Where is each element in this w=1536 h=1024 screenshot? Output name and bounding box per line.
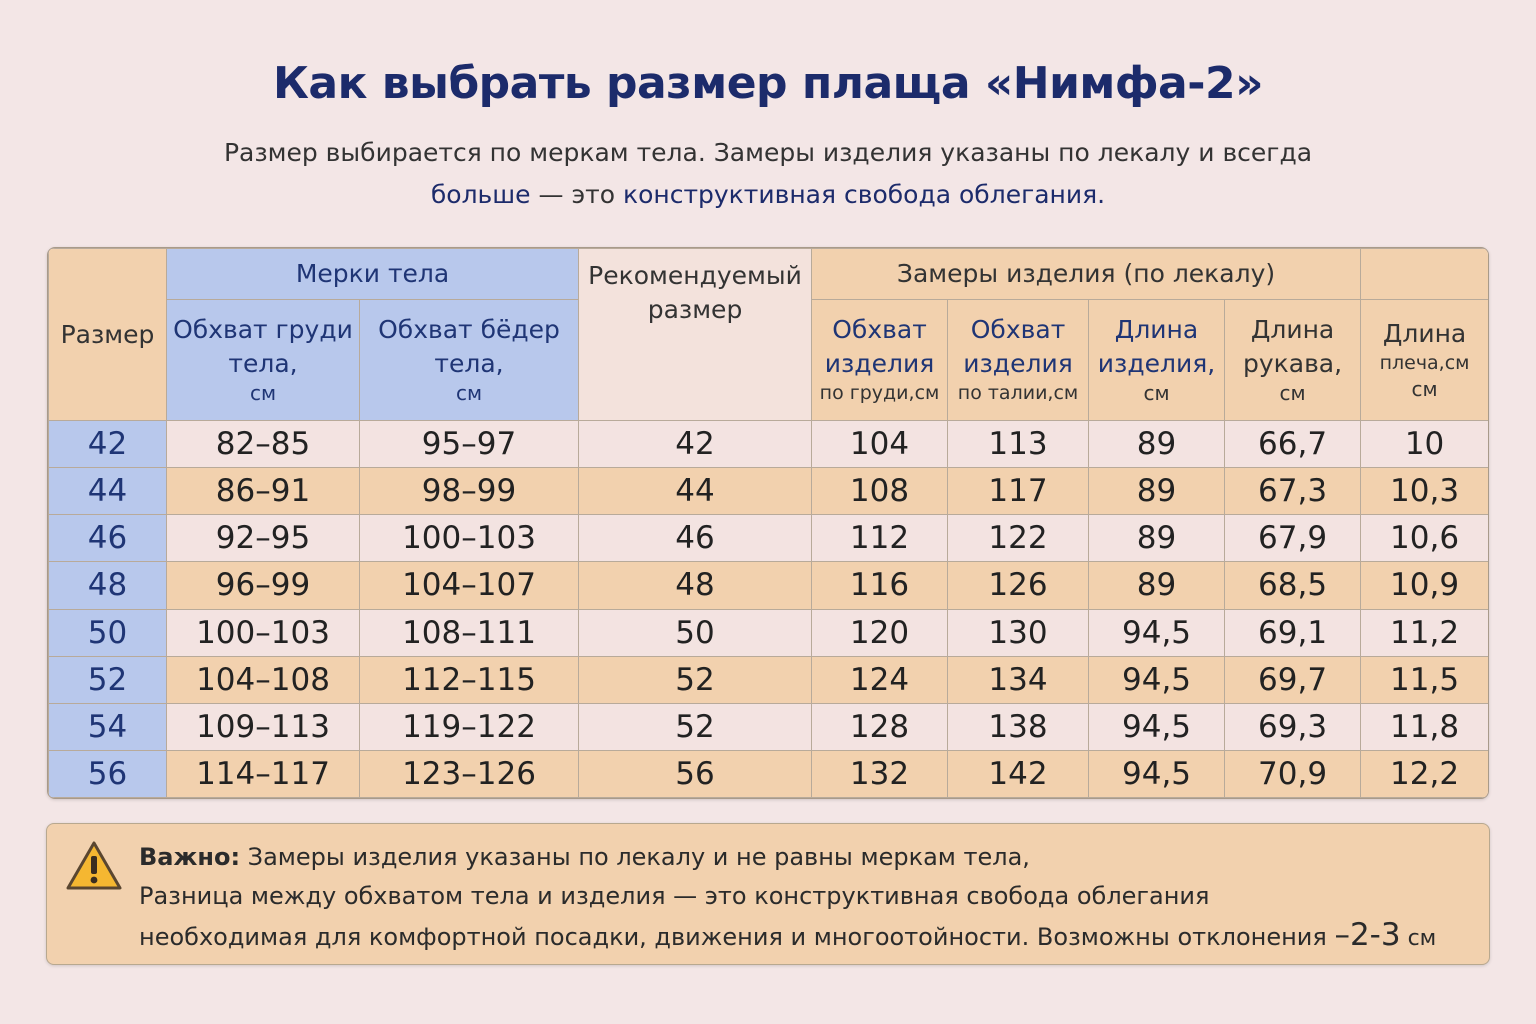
note-text [139, 838, 1469, 958]
cell-sleeve-length: 70,9 [1225, 750, 1361, 797]
cell-garment-length: 89 [1089, 421, 1225, 468]
cell-garment-length: 94,5 [1089, 656, 1225, 703]
note-deviation: –2-3 [1334, 917, 1401, 953]
cell-garment-length: 89 [1089, 562, 1225, 609]
header-hip-body: Обхват бёдер тела, см [360, 300, 579, 421]
cell-size: 52 [49, 656, 167, 703]
cell-hips-body: 112–115 [360, 656, 579, 703]
cell-sleeve-length: 69,3 [1225, 703, 1361, 750]
cell-garment-waist: 130 [948, 609, 1089, 656]
cell-sleeve-length: 67,3 [1225, 468, 1361, 515]
cell-recommended: 48 [579, 562, 812, 609]
cell-chest-body: 114–117 [167, 750, 360, 797]
cell-garment-waist: 126 [948, 562, 1089, 609]
header-garment-empty [1361, 249, 1489, 300]
cell-size: 42 [49, 421, 167, 468]
cell-garment-chest: 116 [812, 562, 948, 609]
important-note [46, 823, 1490, 965]
cell-recommended: 50 [579, 609, 812, 656]
subtitle-accent-freedom: конструктивная свобода облегания. [622, 180, 1106, 209]
cell-recommended: 44 [579, 468, 812, 515]
cell-garment-waist: 134 [948, 656, 1089, 703]
table-row [49, 468, 1489, 515]
subtitle-accent-bigger: больше [430, 180, 531, 209]
cell-garment-chest: 128 [812, 703, 948, 750]
note-deviation-unit: см [1400, 926, 1437, 951]
cell-garment-chest: 112 [812, 515, 948, 562]
cell-garment-waist: 142 [948, 750, 1089, 797]
page-title: Как выбрать размер плаща «Нимфа-2» [272, 58, 1264, 109]
header-size: Размер [49, 249, 167, 421]
cell-shoulder-length: 11,2 [1361, 609, 1489, 656]
warning-icon [65, 840, 123, 892]
cell-garment-waist: 138 [948, 703, 1089, 750]
cell-garment-chest: 132 [812, 750, 948, 797]
cell-recommended: 42 [579, 421, 812, 468]
cell-shoulder-length: 12,2 [1361, 750, 1489, 797]
cell-garment-chest: 104 [812, 421, 948, 468]
cell-hips-body: 95–97 [360, 421, 579, 468]
cell-chest-body: 100–103 [167, 609, 360, 656]
cell-size: 56 [49, 750, 167, 797]
table-row [49, 703, 1489, 750]
cell-sleeve-length: 69,1 [1225, 609, 1361, 656]
cell-garment-waist: 117 [948, 468, 1089, 515]
cell-sleeve-length: 68,5 [1225, 562, 1361, 609]
subtitle-line-2 [0, 180, 1536, 209]
cell-garment-waist: 122 [948, 515, 1089, 562]
header-shoulder-length: Длина плеча,см см [1361, 300, 1489, 421]
note-bold-label: Важно: [139, 843, 241, 871]
cell-recommended: 46 [579, 515, 812, 562]
cell-hips-body: 104–107 [360, 562, 579, 609]
cell-shoulder-length: 10 [1361, 421, 1489, 468]
cell-sleeve-length: 69,7 [1225, 656, 1361, 703]
cell-size: 44 [49, 468, 167, 515]
cell-shoulder-length: 10,9 [1361, 562, 1489, 609]
cell-sleeve-length: 66,7 [1225, 421, 1361, 468]
cell-chest-body: 86–91 [167, 468, 360, 515]
cell-recommended: 52 [579, 656, 812, 703]
table-row [49, 515, 1489, 562]
cell-size: 46 [49, 515, 167, 562]
header-garment-chest: Обхват изделия по груди,см [812, 300, 948, 421]
cell-hips-body: 100–103 [360, 515, 579, 562]
subtitle-line-1: Размер выбирается по меркам тела. Замеры изделия указаны по лекалу и всегда [223, 138, 1313, 167]
cell-shoulder-length: 11,8 [1361, 703, 1489, 750]
cell-recommended: 56 [579, 750, 812, 797]
cell-garment-waist: 113 [948, 421, 1089, 468]
cell-shoulder-length: 10,6 [1361, 515, 1489, 562]
cell-size: 48 [49, 562, 167, 609]
subtitle-dash: — это [530, 180, 623, 209]
header-sleeve-length: Длина рукава, см [1225, 300, 1361, 421]
cell-chest-body: 104–108 [167, 656, 360, 703]
cell-chest-body: 82–85 [167, 421, 360, 468]
table-row [49, 562, 1489, 609]
cell-size: 50 [49, 609, 167, 656]
header-garment-measurements: Замеры изделия (по лекалу) [812, 249, 1361, 300]
table-row [49, 750, 1489, 797]
cell-garment-length: 94,5 [1089, 609, 1225, 656]
cell-shoulder-length: 10,3 [1361, 468, 1489, 515]
cell-hips-body: 119–122 [360, 703, 579, 750]
cell-hips-body: 123–126 [360, 750, 579, 797]
cell-garment-chest: 124 [812, 656, 948, 703]
cell-recommended: 52 [579, 703, 812, 750]
cell-chest-body: 96–99 [167, 562, 360, 609]
header-garment-length: Длина изделия, см [1089, 300, 1225, 421]
note-line-1: Замеры изделия указаны по лекалу и не равны меркам тела, [240, 843, 1030, 871]
cell-sleeve-length: 67,9 [1225, 515, 1361, 562]
table-row [49, 609, 1489, 656]
header-body-measurements: Мерки тела [167, 249, 579, 300]
table-row [49, 421, 1489, 468]
note-line-3: необходимая для комфортной посадки, движения и многоотойности. Возможны отклонения [139, 923, 1335, 951]
header-garment-waist: Обхват изделия по талии,см [948, 300, 1089, 421]
cell-hips-body: 108–111 [360, 609, 579, 656]
header-chest-body: Обхват груди тела, см [167, 300, 360, 421]
cell-size: 54 [49, 703, 167, 750]
cell-garment-chest: 120 [812, 609, 948, 656]
cell-garment-length: 94,5 [1089, 750, 1225, 797]
cell-garment-length: 94,5 [1089, 703, 1225, 750]
table-row [49, 656, 1489, 703]
cell-garment-length: 89 [1089, 468, 1225, 515]
cell-chest-body: 109–113 [167, 703, 360, 750]
size-table [47, 247, 1489, 799]
cell-chest-body: 92–95 [167, 515, 360, 562]
cell-garment-chest: 108 [812, 468, 948, 515]
cell-garment-length: 89 [1089, 515, 1225, 562]
cell-shoulder-length: 11,5 [1361, 656, 1489, 703]
note-line-2: Разница между обхватом тела и изделия — это конструктивная свобода облегания [139, 882, 1210, 910]
cell-hips-body: 98–99 [360, 468, 579, 515]
header-recommended-size: Рекомендуемый размер [579, 249, 812, 421]
